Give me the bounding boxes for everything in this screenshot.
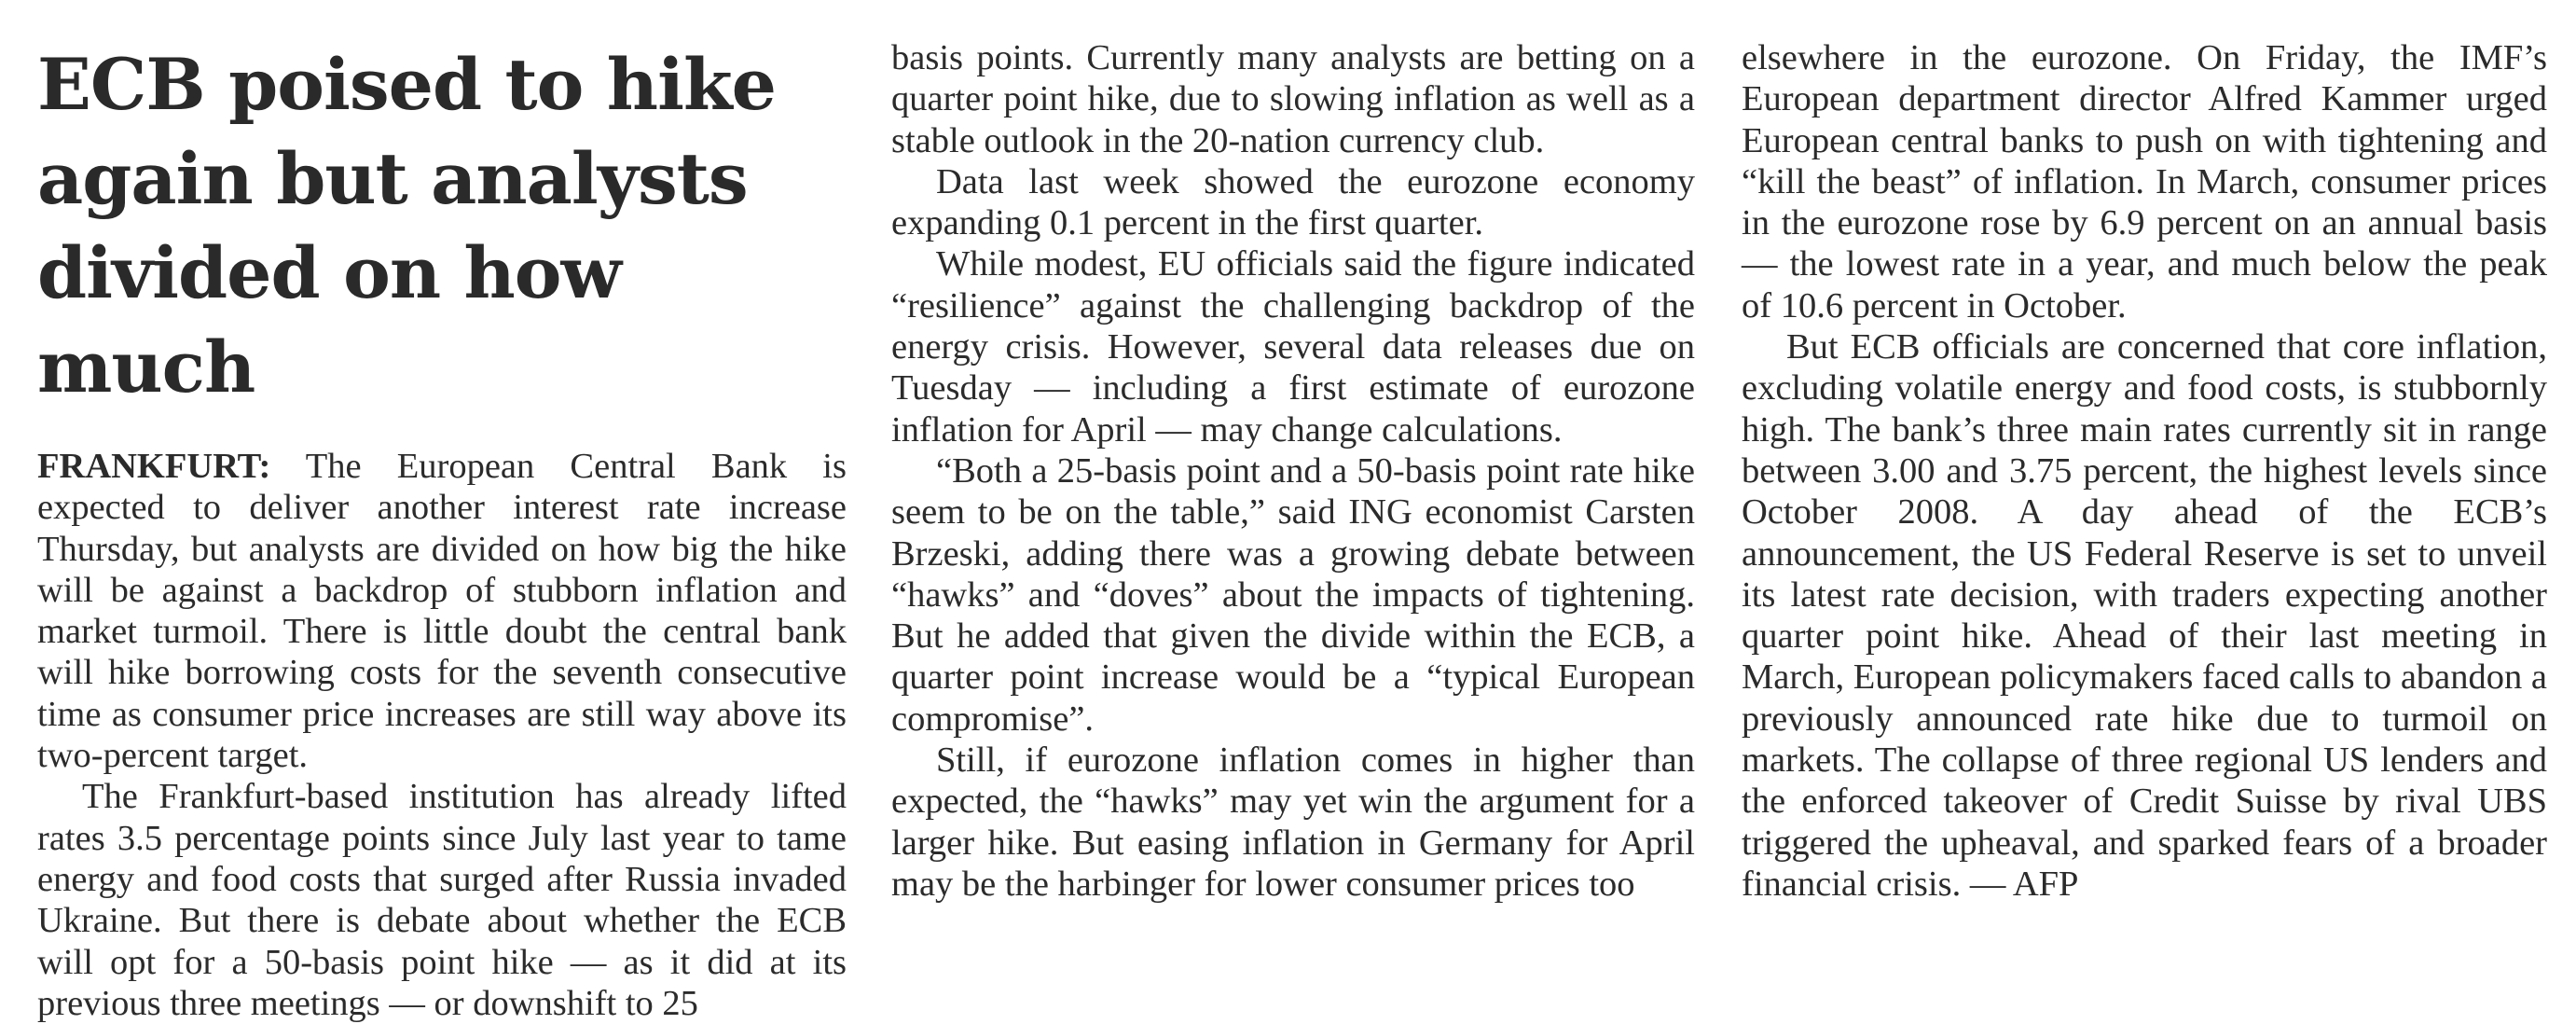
article-paragraph: elsewhere in the eurozone. On Friday, the IMF’s European department director Alfred Kammer urged European central banks to push on with tightening and “kill the beast” of inflation. In March, consumer prices in the eurozone rose by 6.9 percent on an annual basis — the lowest rate in a year, and much below the peak of 10.6 percent in October. [1742, 38, 2547, 325]
article-paragraph: But ECB officials are concerned that core inflation, excluding volatile energy and food costs, is stubbornly high. The bank’s three main rates currently sit in range between 3.00 and 3.75 percent, the highest levels since October 2008. A day ahead of the ECB’s announcement, the US Federal Reserve is set to unveil its latest rate decision, with traders expecting another quarter point hike. Ahead of their last meeting in March, European policymakers faced calls to abandon a previously announced rate hike due to turmoil on markets. The collapse of three regional US lenders and the enforced takeover of Credit Suisse by rival UBS triggered the upheaval, and sparked fears of a broader financial crisis. — AFP [1742, 327, 2547, 904]
article-paragraph: Data last week showed the eurozone economy expanding 0.1 percent in the first quarter. [891, 161, 1695, 243]
paragraph-text: The European Central Bank is expected to deliver another interest rate increase Thursday, but analysts are divided on how big the hike will be against a backdrop of stubborn inflation and market turmoil. There is little doubt the central bank will hike borrowing costs for the seventh consecutive time as consumer price increases are still way above its two-percent target. [37, 447, 847, 776]
article-paragraph: “Both a 25-basis point and a 50-basis point rate hike seem to be on the table,” said ING economist Carsten Brzeski, adding there was a growing debate between “hawks” and “doves” about the impacts of tightening. But he added that given the divide within the ECB, a quarter point increase would be a “typical European compromise”. [891, 450, 1695, 739]
article-column-3 [1742, 37, 2547, 905]
article-paragraph: Still, if eurozone inflation comes in higher than expected, the “hawks” may yet win the argument for a larger hike. But easing inflation in Germany for April may be the harbinger for lower consumer prices too [891, 740, 1695, 904]
article-paragraph [37, 446, 847, 776]
article-column-2 [891, 37, 1695, 905]
article-paragraph: basis points. Currently many analysts are betting on a quarter point hike, due to slowing inflation as well as a stable outlook in the 20-nation currency club. [891, 38, 1695, 160]
article-headline: ECB poised to hike again but analysts divided on how much [37, 43, 776, 408]
article-column-1 [37, 37, 847, 1024]
article-paragraph: The Frankfurt-based institution has already lifted rates 3.5 percentage points since July last year to tame energy and food costs that surged after Russia invaded Ukraine. But there is debate about whether the ECB will opt for a 50-basis point hike — as it did at its previous three meetings — or downshift to 25 [37, 777, 847, 1023]
dateline: FRANKFURT: [37, 447, 271, 486]
article-paragraph: While modest, EU officials said the figure indicated “resilience” against the challenging backdrop of the energy crisis. However, several data releases due on Tuesday — including a first estimate of eurozone inflation for April — may change calculations. [891, 244, 1695, 450]
